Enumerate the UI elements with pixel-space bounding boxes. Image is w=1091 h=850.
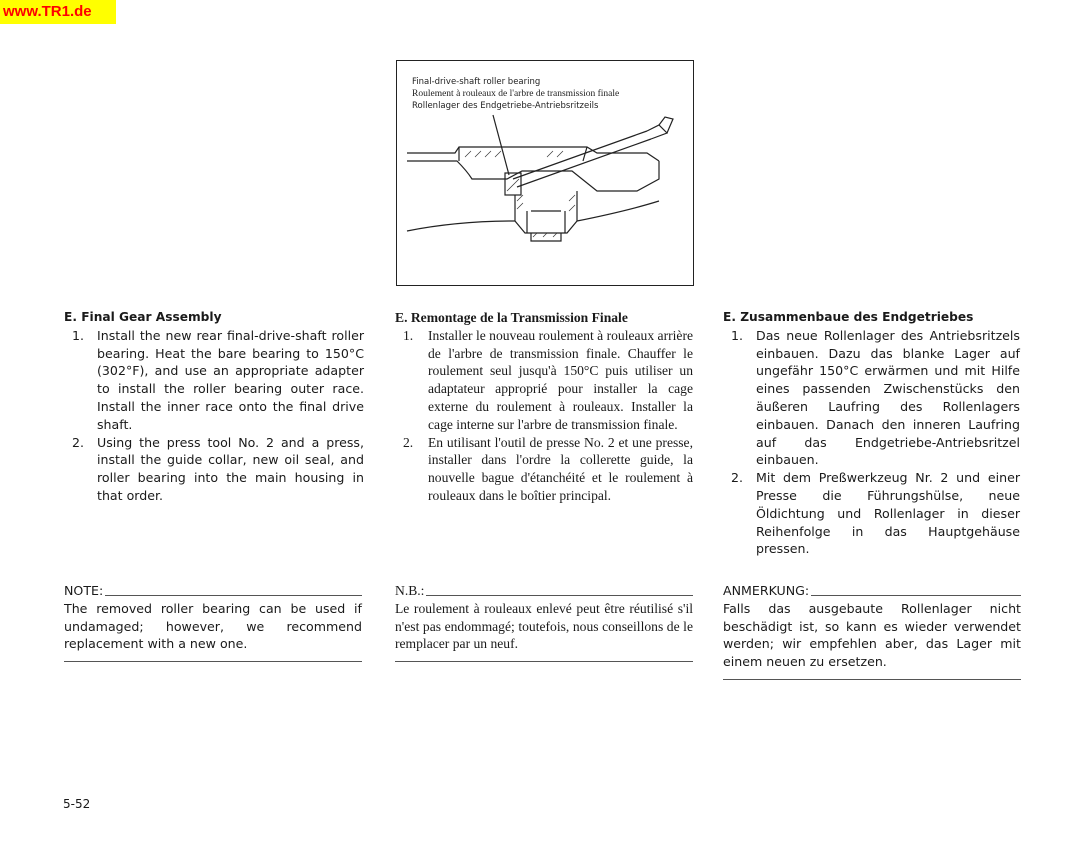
step-text: Using the press tool No. 2 and a press, install the guide collar, new oil seal, and roller bearing into the main housing in that order. (97, 434, 364, 503)
french-column (395, 309, 693, 505)
step-number: 2. (731, 470, 744, 486)
note-rule (426, 595, 693, 596)
note-block-fr (395, 582, 693, 662)
step-item (395, 327, 693, 434)
step-item (723, 469, 1020, 558)
steps-list-en (64, 327, 364, 505)
note-header-fr (395, 582, 693, 600)
step-item (64, 434, 364, 505)
note-end-rule (395, 661, 693, 662)
bearing-illustration (396, 60, 694, 286)
step-text: Installer le nouveau roulement à rouleaux arrière de l'arbre de transmission finale. Chauffer le roulement seul jusqu'à 150°C puis utiliser un adaptateur approprié pour installer la cage externe du roulement à rouleaux. Installer la cage interne sur l'arbre de transmission finale. (428, 327, 693, 432)
english-column (64, 309, 364, 505)
site-watermark: www.TR1.de (0, 0, 116, 24)
note-rule (105, 595, 362, 596)
figure-caption-en: Final-drive-shaft roller bearing (412, 77, 541, 87)
figure-caption-de: Rollenlager des Endgetriebe-Antriebsritzeils (412, 101, 599, 111)
steps-list-fr (395, 327, 693, 505)
note-header-de (723, 582, 1021, 600)
step-text: En utilisant l'outil de presse No. 2 et une presse, installer dans l'ordre la collerette guide, la nouvelle bague d'étanchéité et le roulement à rouleaux dans le boîtier principal. (428, 434, 693, 503)
step-text: Das neue Rollenlager des Antriebsritzels einbauen. Dazu das blanke Lager auf ungefähr 150°C erwärmen und mit Hilfe eines passenden Zwischenstücks den äußeren Laufring des Rollenlagers einbauen. Danach den inneren Laufring auf das Endgetriebe-Antriebsritzel einbauen. (756, 327, 1020, 468)
step-item (395, 434, 693, 505)
note-label-de: ANMERKUNG: (723, 583, 810, 598)
note-label-en: NOTE: (64, 583, 104, 598)
note-header-en (64, 582, 362, 600)
figure-caption-fr: Roulement à rouleaux de l'arbre de transmission finale (412, 89, 620, 99)
step-item (723, 327, 1020, 469)
step-item (64, 327, 364, 434)
step-text: Mit dem Preßwerkzeug Nr. 2 und einer Presse die Führungshülse, neue Öldichtung und Rollenlager in dieser Reihenfolge in das Hauptgehäuse pressen. (756, 470, 1020, 557)
note-end-rule (64, 661, 362, 662)
note-block-en (64, 582, 362, 662)
german-column (723, 309, 1020, 558)
note-text-de: Falls das ausgebaute Rollenlager nicht beschädigt ist, so kann es wieder verwendet werden; wir empfehlen aber, das Lager mit einem neuen zu ersetzen. (723, 600, 1021, 670)
page-number: 5-52 (63, 797, 91, 811)
step-text: Install the new rear final-drive-shaft roller bearing. Heat the bare bearing to 150°C (302°F), and use an appropriate adapter to install the roller bearing outer race. Install the inner race onto the final drive shaft. (97, 327, 364, 432)
figure-caption (412, 76, 687, 112)
note-text-fr: Le roulement à rouleaux enlevé peut être réutilisé s'il n'est pas endommagé; toutefois, nous conseillons de le remplacer par un neuf. (395, 600, 693, 652)
step-number: 1. (731, 327, 744, 343)
step-number: 2. (403, 434, 414, 450)
note-end-rule (723, 679, 1021, 680)
step-number: 1. (72, 327, 85, 343)
step-number: 1. (403, 327, 414, 343)
step-number: 2. (72, 434, 85, 450)
note-rule (811, 595, 1021, 596)
note-block-de (723, 582, 1021, 680)
section-heading-en: E. Final Gear Assembly (64, 310, 222, 324)
section-heading-de: E. Zusammenbaue des Endgetriebes (723, 310, 974, 324)
section-heading-fr: E. Remontage de la Transmission Finale (395, 310, 628, 325)
note-text-en: The removed roller bearing can be used if undamaged; however, we recommend replacement with a new one. (64, 600, 362, 652)
note-label-fr: N.B.: (395, 583, 425, 598)
steps-list-de (723, 327, 1020, 558)
